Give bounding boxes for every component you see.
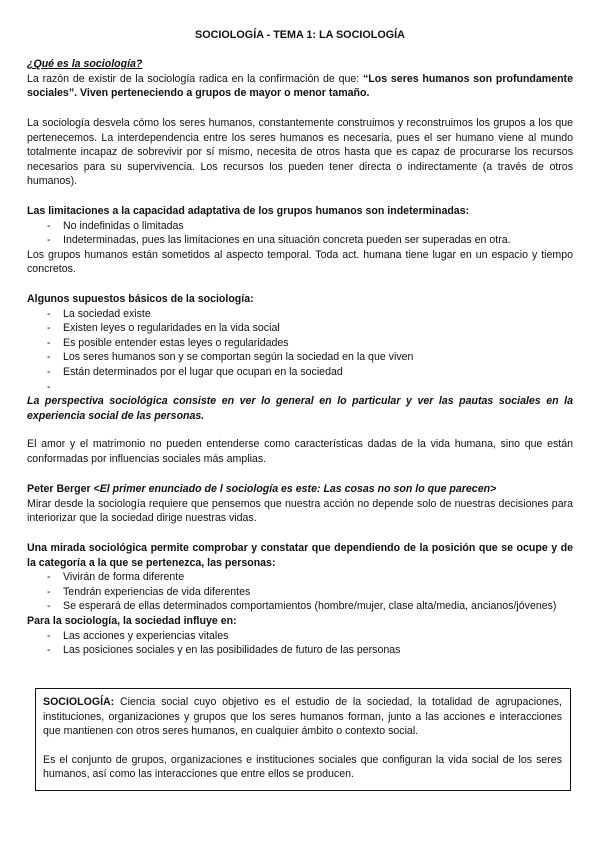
paragraph-interdependencia: La sociología desvela cómo los seres humanos, constantemente construimos y reconstruimos los grupos a los que pertenecemos. La interdependencia entre los seres humanos es necesaria, pues el ser humano viene al mundo totalmente incapaz de sobrevivir por sí mismo, necesita de otros hasta que es capaz de procurarse los recursos necesarios para su supervivencia. Los recursos los pueden tener directa o indirectamente (a través de otros humanos). bbox=[27, 117, 573, 188]
definition-paragraph-2: Es el conjunto de grupos, organizaciones e instituciones sociales que configuran la vida social de los seres humanos, así como las interacciones que entre ellos se producen. bbox=[43, 753, 562, 781]
supuestos-heading: Algunos supuestos básicos de la sociología: bbox=[27, 293, 254, 305]
question-heading: ¿Qué es la sociología? bbox=[27, 58, 143, 70]
berger-heading bbox=[27, 482, 573, 497]
mirada-heading: Una mirada sociológica permite comprobar y constatar que dependiendo de la posición que se ocupe y de la categoría a la que se pertenezca, las personas: bbox=[27, 542, 573, 569]
list-item: - Están determinados por el lugar que ocupan en la sociedad bbox=[27, 365, 573, 380]
list-item: - Existen leyes o regularidades en la vida social bbox=[27, 321, 573, 336]
intro-bold-quote: “Los seres humanos son profundamente sociales”. Viven perteneciendo a grupos de mayor o menor tamaño. bbox=[27, 72, 573, 100]
section-supuestos bbox=[27, 292, 573, 394]
supuestos-list bbox=[27, 307, 573, 395]
definition-box bbox=[35, 688, 571, 791]
definition-text: Ciencia social cuyo objetivo es el estudio de la sociedad, la totalidad de agrupaciones, instituciones, organizaciones y grupos que los seres humanos forman, junto a las acciones e interacciones que mantienen con otros seres humanos, en cualquier ámbito o contexto social. bbox=[43, 696, 562, 738]
intro-paragraph bbox=[27, 72, 573, 101]
list-item bbox=[27, 380, 573, 395]
section-que-es bbox=[27, 57, 573, 101]
list-item: - Es posible entender estas leyes o regularidades bbox=[27, 336, 573, 351]
berger-text: Mirar desde la sociología requiere que pensemos que nuestra acción no depende solo de nuestras decisiones para interiorizar que la sociedad dirige nuestras vidas. bbox=[27, 497, 573, 525]
definition-paragraph bbox=[43, 695, 562, 739]
list-item: - Vivirán de forma diferente bbox=[27, 570, 573, 585]
intro-text: La razón de existir de la sociología radica en la confirmación de que: bbox=[27, 72, 363, 85]
section-berger bbox=[27, 482, 573, 526]
list-item: - No indefinidas o limitadas bbox=[27, 219, 573, 234]
list-item: - Se esperará de ellas determinados comportamientos (hombre/mujer, clase alta/media, ancianos/jóvenes) bbox=[27, 599, 573, 614]
berger-name: Peter Berger bbox=[27, 483, 94, 495]
influye-list bbox=[27, 629, 573, 658]
list-item: - Los seres humanos son y se comportan según la sociedad en la que viven bbox=[27, 350, 573, 365]
limitaciones-list bbox=[27, 219, 573, 248]
list-item: - La sociedad existe bbox=[27, 307, 573, 322]
amor-paragraph: El amor y el matrimonio no pueden entenderse como características dadas de la vida humana, sino que están conformadas por influencias sociales más amplias. bbox=[27, 438, 573, 465]
list-item: - Las posiciones sociales y en las posibilidades de futuro de las personas bbox=[27, 643, 573, 658]
influye-heading: Para la sociología, la sociedad influye en: bbox=[27, 614, 237, 627]
page-title: SOCIOLOGÍA - TEMA 1: LA SOCIOLOGÍA bbox=[195, 29, 405, 41]
list-item: - Indeterminadas, pues las limitaciones en una situación concreta pueden ser superadas en otra. bbox=[27, 233, 573, 248]
limitaciones-heading: Las limitaciones a la capacidad adaptativa de los grupos humanos son indeterminadas: bbox=[27, 205, 470, 217]
section-limitaciones bbox=[27, 204, 573, 277]
berger-quote: <El primer enunciado de l sociología es este: Las cosas no son lo que parecen> bbox=[93, 483, 497, 495]
section-mirada bbox=[27, 541, 573, 658]
limitaciones-after: Los grupos humanos están sometidos al aspecto temporal. Toda act. humana tiene lugar en un espacio y tiempo concretos. bbox=[27, 248, 573, 276]
list-item: - Las acciones y experiencias vitales bbox=[27, 629, 573, 644]
definition-term: SOCIOLOGÍA: bbox=[43, 696, 115, 708]
perspectiva-paragraph: La perspectiva sociológica consiste en ver lo general en lo particular y ver las pautas sociales en la experiencia social de las personas. bbox=[27, 395, 573, 422]
mirada-list bbox=[27, 570, 573, 614]
list-item: - Tendrán experiencias de vida diferentes bbox=[27, 585, 573, 600]
